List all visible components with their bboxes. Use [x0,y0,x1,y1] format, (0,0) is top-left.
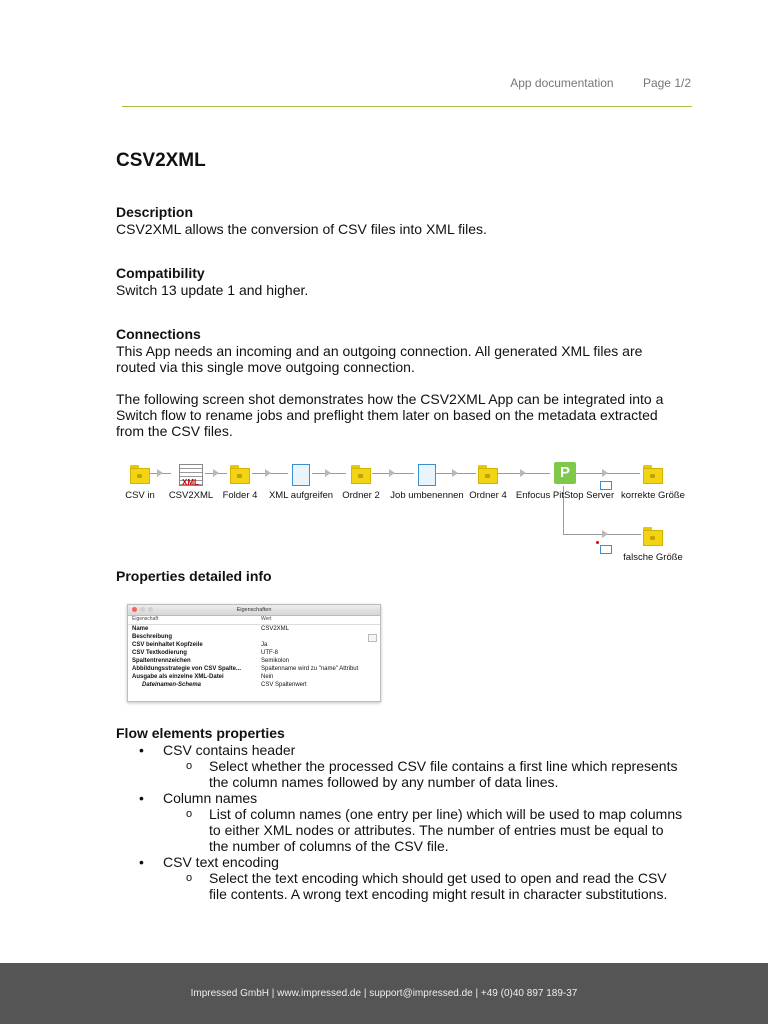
bullet-item: • CSV text encoding [116,854,716,870]
connections-line: from the CSV files. [116,423,233,439]
footer-contact: Impressed GmbH | www.impressed.de | support@impressed.de | +49 (0)40 897 189-37 [190,988,578,999]
connections-line: The following screen shot demonstrates how the CSV2XML App can be integrated into a [116,391,664,407]
sub-bullet-item: o Select the text encoding which should get used to open and read the CSV file contents. A wrong text encoding might result in character substitutions. [116,870,689,902]
table-row[interactable]: CSV beinhaltet Kopfzeile Ja [132,642,268,648]
flow-node: Job umbenennen [412,458,442,486]
table-row[interactable]: Name CSV2XML [132,626,290,632]
table-row[interactable]: Spaltentrennzeichen Semikolon [132,658,290,664]
flow-node: CSV in [124,458,156,484]
sub-bullet-item: o Select whether the processed CSV file contains a first line which represents the column names followed by any number of data lines. [116,758,689,790]
bullet-item: • CSV contains header [116,742,716,758]
folder-icon [230,468,250,484]
bullet-item: • Column names [116,790,716,806]
flow-node: Folder 4 [225,458,255,484]
minimize-icon [140,607,145,612]
column-header: Eigenschaft Wert [128,616,380,625]
flow-node: XML aufgreifen [286,458,316,486]
table-row[interactable]: Ausgabe als einzelne XML-Datei Nein [132,674,274,680]
flow-node: P Enfocus PitStop Server [515,464,615,501]
page-number: Page 1/2 [642,76,691,90]
flow-props-title: Flow elements properties [116,725,285,741]
description-text: CSV2XML allows the conversion of CSV files into XML files. [116,221,487,237]
flow-elements-properties [116,725,716,902]
table-row[interactable]: Abbildungsstrategie von CSV Spalte... Spaltenname wird zu "name" Attribut [132,666,359,672]
sub-bullet-item: o List of column names (one entry per line) which will be used to map columns to either XML nodes or attributes. The number of entries must be equal to the number of columns of the CSV file. [116,806,689,854]
folder-icon [478,468,498,484]
page-footer [0,963,768,1024]
header-rule [122,106,692,107]
csv-table-icon: XML [179,464,203,486]
connections-line: Switch flow to rename jobs and preflight them later on based on the metadata extracted [116,407,658,423]
connections-line: This App needs an incoming and an outgoing connection. All generated XML files are [116,343,643,359]
folder-icon [643,468,663,484]
window-title: Eigenschaften [236,607,272,613]
description-title: Description [116,204,194,220]
properties-window [127,604,381,702]
window-titlebar [128,605,380,616]
flow-node: Ordner 4 [473,458,503,484]
connections-title: Connections [116,326,201,342]
folder-icon [130,468,150,484]
flow-node: XML CSV2XML [176,458,206,486]
close-icon [132,607,137,612]
connections-line: routed via this single move outgoing connection. [116,359,415,375]
zoom-icon [148,607,153,612]
folder-icon [643,530,663,546]
compatibility-text: Switch 13 update 1 and higher. [116,282,309,298]
table-row[interactable]: Dateinamen-Schema CSV Spaltenwert [142,682,307,688]
flow-node: falsche Größe [638,520,668,546]
page-title: CSV2XML [116,150,206,171]
folder-icon [351,468,371,484]
compatibility-title: Compatibility [116,265,205,281]
pitstop-icon: P [554,462,576,484]
table-row[interactable]: Beschreibung [128,633,380,641]
flow-node: Ordner 2 [346,458,376,484]
page-header [510,76,691,90]
main-content [116,150,706,439]
xml-document-icon [292,464,310,486]
rename-document-icon [418,464,436,486]
table-row[interactable]: CSV Textkodierung UTF-8 [132,650,278,656]
flow-node: korrekte Größe [638,458,668,484]
doc-type-label: App documentation [510,76,614,90]
properties-title: Properties detailed info [116,568,272,584]
